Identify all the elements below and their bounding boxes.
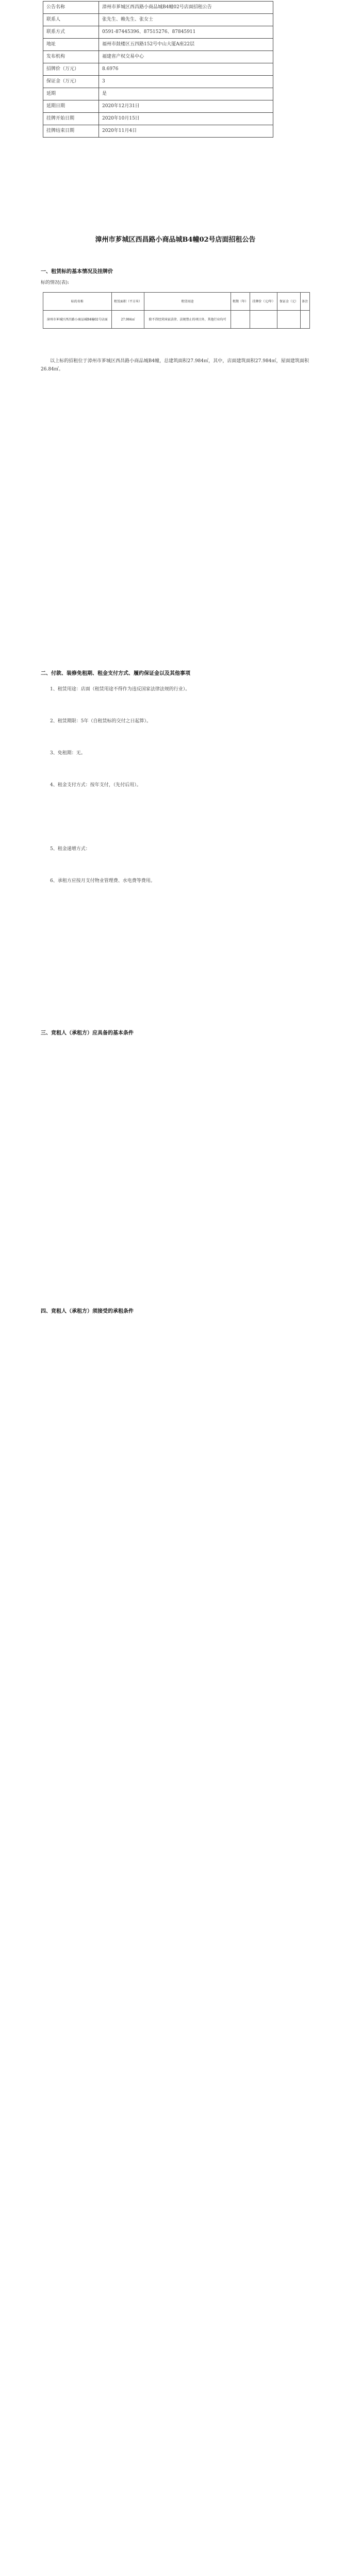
info-label: 地址 [43,39,99,51]
info-row [43,39,273,51]
table-cell [250,311,277,329]
section-2-heading: 二、付款、装修免租期、租金支付方式、履约保证金以及其他事项 [41,671,190,676]
info-label: 延期日期 [43,100,99,113]
table-header-cell: 备注 [300,293,309,311]
section-2-line: 4、租金支付方式：按年支付，（先付后用）。 [50,783,141,788]
info-label: 公告名称 [43,2,99,14]
table-cell [277,311,300,329]
table-header-cell: 保证金（元） [277,293,300,311]
info-value: 2020年11月4日 [99,125,273,138]
info-label: 联系方式 [43,26,99,39]
info-label: 挂牌开始日期 [43,113,99,125]
info-row [43,2,273,14]
section-2-line: 5、租金递增方式： [50,846,90,852]
info-row [43,26,273,39]
table-header-cell: 挂牌价（元/年） [250,293,277,311]
section-1-paragraph-1: 以上标的招租位于漳州市芗城区西昌路小商品城B4幢，总建筑面积27.984㎡，其中，店面建筑面积27.984㎡，屋面建筑面积26.84㎡。 [41,359,309,372]
info-value: 0591-87445396、87515276、87845911 [99,26,273,39]
info-value: 2020年12月31日 [99,100,273,113]
info-row [43,14,273,26]
info-row [43,113,273,125]
section-2-line: 2、租赁期限：5年（自租赁标的交付之日起算）。 [50,719,151,724]
table-header-cell: 租赁面积（平方米） [111,293,144,311]
info-value: 张先生、赖先生、张女士 [99,14,273,26]
info-value: 8.6976 [99,63,273,76]
info-label: 挂牌结束日期 [43,125,99,138]
info-value: 3 [99,76,273,88]
info-label: 招牌价（万元） [43,63,99,76]
info-row [43,125,273,138]
info-value: 是 [99,88,273,100]
info-row [43,100,273,113]
info-row [43,51,273,63]
table-header-cell: 租赁用途 [144,293,231,311]
info-row [43,88,273,100]
info-row [43,76,273,88]
section-1-sub: 标的情况(表): [41,280,70,285]
table-cell [231,311,250,329]
table-cell: 27.984㎡ [111,311,144,329]
table-cell: 漳州市芗城区西昌路小商品城B4幢02号店面 [43,311,112,329]
info-label: 联系人 [43,14,99,26]
table-header-cell: 租期（年） [231,293,250,311]
table-cell: 除不得经营国家法律、法规禁止的项目外，其他行业均可 [144,311,231,329]
section-3-heading: 三、竞租人（承租方）应具备的基本条件 [41,1030,134,1036]
table-cell [300,311,309,329]
info-label: 发布机构 [43,51,99,63]
section-2-line: 3、免租期：无。 [50,751,86,756]
info-label: 保证金（万元） [43,76,99,88]
info-row [43,63,273,76]
table-row [43,311,310,329]
info-value: 漳州市芗城区西昌路小商品城B4幢02号店面招租公告 [99,2,273,14]
info-value: 2020年10月15日 [99,113,273,125]
target-table [43,292,310,329]
section-4-heading: 四、竞租人（承租方）须接受的承租条件 [41,1309,134,1314]
section-2-line: 6、承租方应按月支付物业管理费、水电费等费用。 [50,878,155,884]
info-value: 福建省产权交易中心 [99,51,273,63]
notice-info-table [43,1,273,138]
info-value: 福州市鼓楼区五四路152号中山大厦A座22层 [99,39,273,51]
section-1-heading: 一、租赁标的基本情况及挂牌价 [41,269,113,275]
section-2-line: 1、租赁用途：店面（租赁用途不得作为违反国家法律法规的行业）。 [50,687,190,692]
info-label: 延期 [43,88,99,100]
table-header-cell: 标的名称 [43,293,112,311]
document-title: 漳州市芗城区西昌路小商品城B4幢02号店面招租公告 [95,236,256,244]
